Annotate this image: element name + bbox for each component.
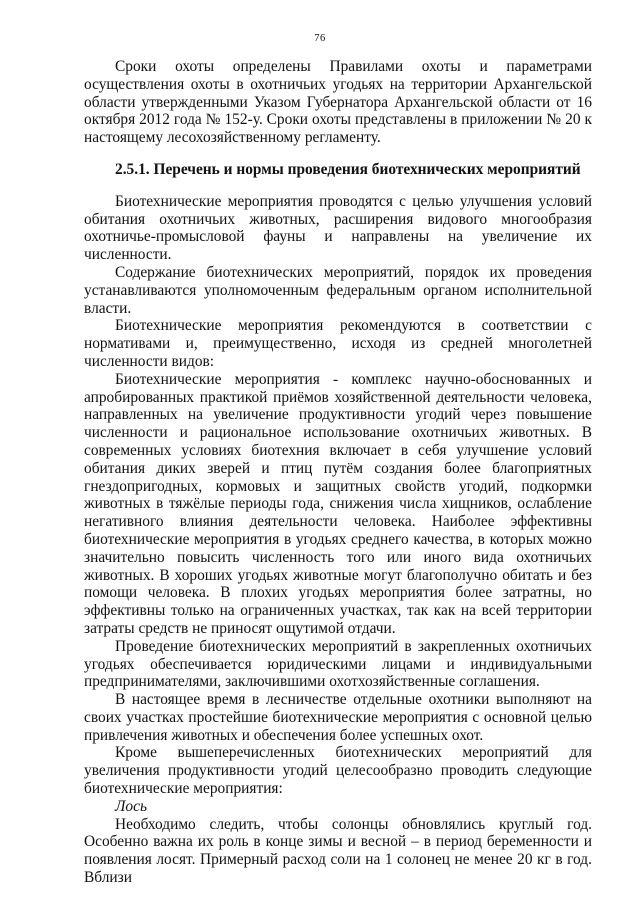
paragraph-recommendations: Биотехнические мероприятия рекомендуются в соответствии с нормативами и, преимущественно, исходя из средней многолетней численности видов:: [84, 317, 592, 370]
subheading-moose: Лось: [115, 797, 147, 815]
paragraph-agreements: Проведение биотехнических мероприятий в закрепленных охотничьих угодьях обеспечивается юридическими лицами и индивидуальными предпринимателями, заключившими охотхозяйственные соглашения.: [84, 637, 592, 691]
paragraph-additional-measures: Кроме вышеперечисленных биотехнических мероприятий для увеличения продуктивности угодий целесообразно проводить следующие биотехнические мероприятия:: [84, 744, 592, 798]
paragraph-salt-licks: Необходимо следить, чтобы солонцы обновлялись круглый год. Особенно важна их роль в конце зимы и весной – в период беременности и появления лосят. Примерный расход соли на 1 солонец не менее 20 кг в год. Вблизи: [84, 815, 592, 887]
page-content: [84, 58, 592, 887]
section-heading: 2.5.1. Перечень и нормы проведения биотехнических мероприятий: [115, 160, 581, 178]
page-number: 76: [314, 33, 326, 44]
paragraph-content-order: Содержание биотехнических мероприятий, порядок их проведения устанавливаются уполномоченным федеральным органом исполнительной власти.: [84, 263, 592, 317]
intro-paragraph: Сроки охоты определены Правилами охоты и параметрами осуществления охоты в охотничьих угодьях на территории Архангельской области утвержденными Указом Губернатора Архангельской области от 16 октября 2012 года № 152-у. Сроки охоты представлены в приложении № 20 к настоящему лесохозяйственному регламенту.: [84, 58, 592, 147]
paragraph-purpose: Биотехнические мероприятия проводятся с целью улучшения условий обитания охотничьих животных, расширения видового многообразия охотничье-промысловой фауны и направлены на увеличение их численности.: [84, 192, 592, 264]
paragraph-definition: Биотехнические мероприятия - комплекс научно-обоснованных и апробированных практикой приёмов хозяйственной деятельности человека, направленных на увеличение продуктивности угодий через повышение численности и рациональное использование охотничьих животных. В современных условиях биотехния включает в себя улучшение условий обитания диких зверей и птиц путём создания более благоприятных гнездопригодных, кормовых и защитных свойств угодий, подкормки животных в тяжёлые периоды года, снижения числа хищников, ослабление негативного влияния деятельности человека. Наиболее эффективны биотехнические мероприятия в угодьях среднего качества, в которых можно значительно повысить численность того или иного вида охотничьих животных. В хороших угодьях животные могут благополучно обитать и без помощи человека. В плохих угодьях мероприятия более затратны, но эффективны только на ограниченных участках, так как на всей территории затраты средств не приносят ощутимой отдачи.: [84, 370, 592, 637]
paragraph-current-practice: В настоящее время в лесничестве отдельные охотники выполняют на своих участках простейшие биотехнические мероприятия с основной целью привлечения животных и обеспечения более успешных охот.: [84, 691, 592, 744]
